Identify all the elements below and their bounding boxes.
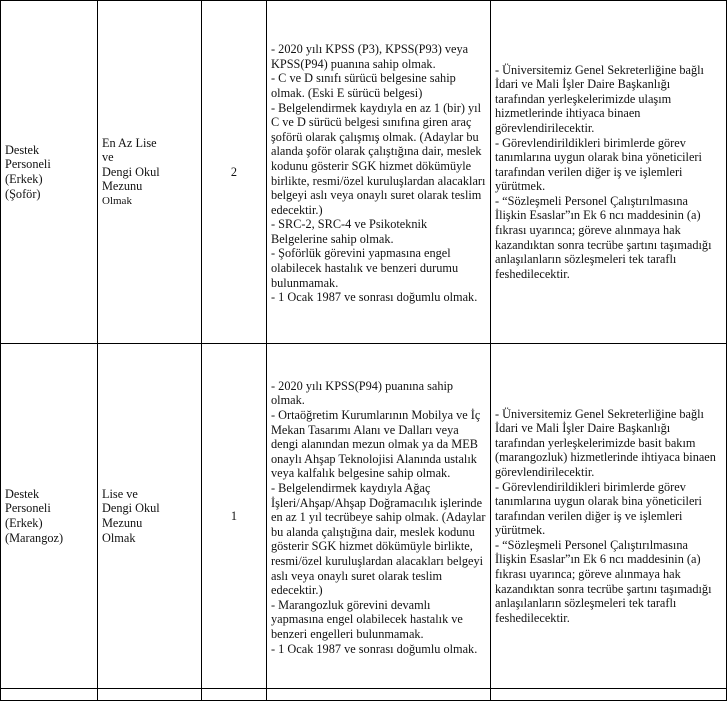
education-line: Mezunu xyxy=(102,516,143,530)
duty-item: - Görevlendirildikleri birimlerde görev tanımlarına uygun olarak bina yöneticileri tarafından verilen diğer iş ve işlemleri yürütmek. xyxy=(495,479,702,538)
empty-cell xyxy=(491,689,727,701)
requirement-item: - 2020 yılı KPSS(P94) puanına sahip olmak. xyxy=(271,378,454,408)
position-cell xyxy=(1,1,98,344)
requirement-item: - 2020 yılı KPSS (P3), KPSS(P93) veya KPSS(P94) puanına sahip olmak. xyxy=(271,42,469,71)
table-row xyxy=(1,1,727,344)
requirement-item: - 1 Ocak 1987 ve sonrası doğumlu olmak. xyxy=(271,290,478,305)
duty-item: - Görevlendirildikleri birimlerde görev tanımlarına uygun olarak bina yöneticileri tarafından verilen diğer iş ve işlemleri yürütmek. xyxy=(495,135,702,194)
education-line: En Az Lise xyxy=(102,135,157,150)
position-line: Personeli xyxy=(5,157,51,172)
education-line: Olmak xyxy=(102,194,132,207)
education-line: Dengi Okul xyxy=(102,164,160,179)
requirement-item: - 1 Ocak 1987 ve sonrası doğumlu olmak. xyxy=(271,641,478,656)
requirement-item: - Şoförlük görevini yapmasına engel olabilecek hastalık ve benzeri durumu bulunmamak. xyxy=(271,246,459,290)
duty-item: - Üniversitemiz Genel Sekreterliğine bağlı İdari ve Mali İşler Daire Başkanlığı tarafından yerleşkelerimizde basit bakım (marangozluk) hizmetlerinde ihtiyaca binaen görevlendirilecektir. xyxy=(495,406,716,479)
empty-cell xyxy=(1,689,98,701)
position-line: (Erkek) xyxy=(5,172,43,186)
requirements-cell xyxy=(267,1,491,344)
requirement-item: - Belgelendirmek kaydıyla Ağaç İşleri/Ahşap/Ahşap Doğramacılık işlerinde en az 1 yıl tecrübeye sahip olmak. (Adaylar bu alanda çalıştığına dair, meslek kodunu gösterir SGK hizmet dökümüyle birlikte, resmi/özel kuruluşlardan alacakları belgeyi aslı veya onaylı suret olarak teslim edecektir.) xyxy=(271,481,486,598)
position-cell xyxy=(1,344,98,689)
position-line: Personeli xyxy=(5,501,51,516)
duties-cell xyxy=(491,344,727,689)
position-line: (Şoför) xyxy=(5,186,41,201)
empty-cell xyxy=(98,689,202,701)
table-row xyxy=(1,344,727,689)
requirement-item: - Belgelendirmek kaydıyla en az 1 (bir) yıl C ve D sürücü belgesi sınıfına giren araç şoförü olarak çalışmış olmak. (Adaylar bu alanda şoför olarak çalıştığına dair, meslek kodunu gösterir SGK hizmet dökümüyle birlikte, resmi/özel kuruluşlardan alacakları belgeyi aslı veya onaylı suret olarak teslim edecektir.) xyxy=(271,100,486,217)
education-line: ve xyxy=(102,150,114,165)
empty-cell xyxy=(202,689,267,701)
position-line: (Erkek) xyxy=(5,516,43,530)
table-row-partial xyxy=(1,689,727,701)
education-cell xyxy=(98,1,202,344)
education-line: Mezunu xyxy=(102,179,143,194)
position-line: Destek xyxy=(5,142,40,157)
empty-cell xyxy=(267,689,491,701)
requirement-item: - Ortaöğretim Kurumlarının Mobilya ve İç Mekan Tasarımı Alanı ve Dalları veya dengi alanından mezun olmak ya da MEB onaylı Ahşap Teknolojisi Alanında ustalık veya kalfalık belgesine sahip olmak. xyxy=(271,408,481,481)
requirement-item: - C ve D sınıfı sürücü belgesine sahip olmak. (Eski E sürücü belgesi) xyxy=(271,71,456,100)
requirements-cell xyxy=(267,344,491,689)
education-line: Olmak xyxy=(102,530,136,545)
count-cell: 2 xyxy=(202,1,267,344)
duty-item: - “Sözleşmeli Personel Çalıştırılmasına İlişkin Esaslar”ın Ek 6 ncı maddesinin (a) fıkrası uyarınca; göreve alınmaya hak kazandıktan sonra tecrübe şartını taşımadığı anlaşılanların sözleşmeleri tek taraflı feshedilecektir. xyxy=(495,537,712,625)
position-line: Destek xyxy=(5,486,40,501)
requirement-item: - Marangozluk görevini devamlı yapmasına engel olabilecek hastalık ve benzeri engelleri bulunmamak. xyxy=(271,597,463,641)
requirement-item: - SRC-2, SRC-4 ve Psikoteknik Belgelerine sahip olmak. xyxy=(271,217,428,246)
duties-cell xyxy=(491,1,727,344)
duty-item: - “Sözleşmeli Personel Çalıştırılmasına İlişkin Esaslar”ın Ek 6 ncı maddesinin (a) fıkrası uyarınca; göreve alınmaya hak kazandıktan sonra tecrübe şartını taşımadığı anlaşılanların sözleşmeleri tek taraflı feshedilecektir. xyxy=(495,193,712,281)
education-line: Lise ve xyxy=(102,486,138,501)
position-line: (Marangoz) xyxy=(5,530,64,545)
count-cell: 1 xyxy=(202,344,267,689)
duty-item: - Üniversitemiz Genel Sekreterliğine bağlı İdari ve Mali İşler Daire Başkanlığı tarafından yerleşkelerimizde ulaşım hizmetlerinde ihtiyaca binaen görevlendirilecektir. xyxy=(495,62,704,135)
education-line: Dengi Okul xyxy=(102,501,160,516)
education-cell xyxy=(98,344,202,689)
